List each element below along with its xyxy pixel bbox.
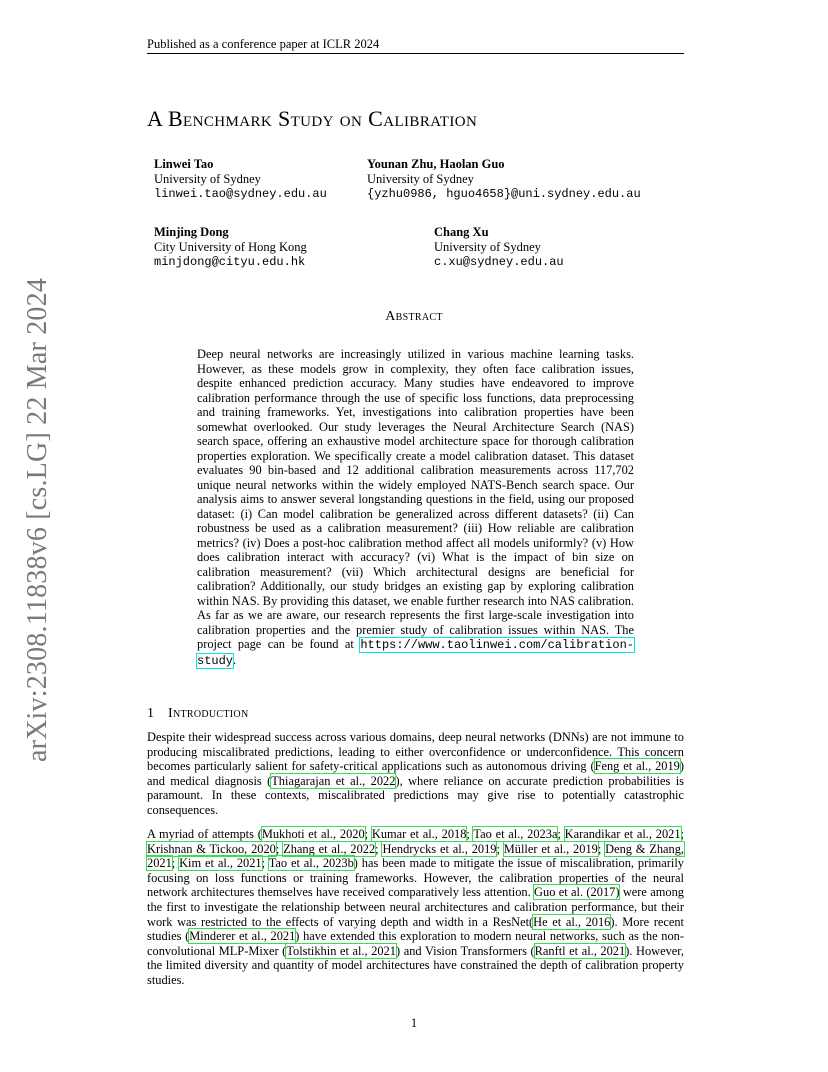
text-span: ;: [171, 856, 180, 871]
citation-link[interactable]: Thiagarajan et al., 2022: [271, 773, 396, 788]
abstract-end: .: [233, 652, 237, 667]
author-block-3: [154, 225, 307, 270]
text-span: ;: [375, 841, 383, 856]
author-block-1: [154, 157, 327, 202]
text-span: Despite their widespread success across various domains, deep neural networks (DNNs) are not immune to producing miscalibrated predictions, leading to either overconfidence or underconfidence. This concern becomes particularly salient for safety-critical applications such as autonomous driving (: [147, 730, 684, 774]
text-span: were among the first to investigate the relationship between neural architectures and calibration performance, but their work was restricted to the effects of varying depth and width in a ResNet(: [147, 885, 684, 929]
citation-link[interactable]: Mukhoti et al., 2020: [261, 827, 365, 841]
text-span: ;: [496, 841, 504, 856]
citation-link[interactable]: Hendrycks et al., 2019: [382, 841, 497, 856]
author-affiliation: University of Sydney: [154, 172, 261, 186]
section-title: Introduction: [168, 706, 249, 721]
citation-link[interactable]: Tao et al., 2023b: [268, 856, 354, 871]
citation-link[interactable]: Guo et al. (2017): [534, 885, 620, 900]
citation-link[interactable]: Tolstikhin et al., 2021: [286, 943, 396, 958]
citation-link[interactable]: Deng & Zhang, 2021: [147, 841, 685, 871]
author-affiliation: City University of Hong Kong: [154, 240, 307, 254]
text-span: ) have extended this exploration to modern neural networks, such as the non-convolutional MLP-Mixer (: [147, 929, 685, 958]
abstract-body: Deep neural networks are increasingly utilized in various machine learning tasks. However, as these models grow in complexity, they often face calibration issues, despite enhanced prediction accuracy. Many studies have endeavored to improve calibration performance through the use of specific loss functions, data preprocessing and training frameworks. Yet, investigations into calibration properties have been somewhat overlooked. Our study leverages the Neural Architecture Search (NAS) search space, offering an exhaustive model architecture space for thorough calibration properties exploration. We specifically create a model calibration dataset. This dataset evaluates 90 bin-based and 12 additional calibration measurements across 117,702 unique neural networks within the widely employed NATS-Bench search space. Our analysis aims to answer several longstanding questions in the field, using our proposed dataset: (i) Can model calibration be generalized across different datasets? (ii) Can robustness be used as a calibration measurement? (iii) How reliable are calibration metrics? (iv) Does a post-hoc calibration method affect all models uniformly? (v) How does calibration interact with accuracy? (vi) What is the impact of bin size on calibration measurement? (vii) Which architectural designs are beneficial for calibration? Additionally, our study bridges an existing gap by exploring calibration within NAS. By providing this dataset, we enable further research into NAS calibration. As far as we are aware, our research represents the first large-scale investigation into calibration properties and the premier study of calibration issues within NAS. The project page can be found at: [197, 347, 634, 651]
citation-link[interactable]: Karandikar et al., 2021: [564, 827, 681, 841]
text-span: ;: [261, 856, 269, 871]
author-email[interactable]: c.xu@sydney.edu.au: [434, 255, 564, 269]
text-span: ). However, the limited diversity and quantity of model architectures have constrained the depth of calibration property studies.: [147, 943, 685, 987]
section-number: 1: [147, 706, 154, 721]
citation-link[interactable]: Müller et al., 2019: [503, 841, 598, 856]
section-heading: [147, 706, 248, 722]
author-email[interactable]: linwei.tao@sydney.edu.au: [154, 187, 327, 201]
author-email[interactable]: {yzhu0986, hguo4658}@uni.sydney.edu.au: [367, 187, 641, 201]
text-span: ). More recent studies (: [147, 914, 684, 944]
text-span: ;: [466, 827, 474, 841]
text-span: ) and Vision Transformers (: [396, 943, 535, 958]
author-email[interactable]: minjdong@cityu.edu.hk: [154, 255, 306, 269]
citation-link[interactable]: He et al., 2016: [533, 914, 611, 929]
citation-link[interactable]: Feng et al., 2019: [594, 759, 680, 774]
citation-link[interactable]: Tao et al., 2023a: [473, 827, 558, 841]
citation-link[interactable]: Minderer et al., 2021: [189, 929, 296, 944]
citation-link[interactable]: Kim et al., 2021: [179, 856, 262, 871]
author-name: Chang Xu: [434, 225, 489, 239]
paper-title: A Benchmark Study on Calibration: [147, 106, 478, 131]
running-header: Published as a conference paper at ICLR 2024: [147, 37, 380, 51]
text-span: ;: [680, 827, 684, 841]
text-span: ;: [557, 827, 565, 841]
text-span: ) and medical diagnosis (: [147, 759, 685, 788]
author-name: Minjing Dong: [154, 225, 229, 239]
author-block-2: [367, 157, 641, 202]
citation-link[interactable]: Kumar et al., 2018: [371, 827, 467, 841]
author-name: Linwei Tao: [154, 157, 214, 171]
author-block-4: [434, 225, 564, 270]
text-span: ;: [275, 841, 284, 856]
intro-paragraph-1: [147, 730, 684, 818]
text-span: ) has been made to mitigate the issue of miscalibration, primarily focusing on loss functions or training frameworks. However, the calibration properties of the neural network architectures themselves have received comparatively less attention.: [147, 856, 684, 900]
text-span: ), where reliance on accurate prediction probabilities is paramount. In these contexts, miscalibrated predictions may give rise to potentially catastrophic consequences.: [147, 773, 684, 817]
author-affiliation: University of Sydney: [367, 172, 474, 186]
text-span: ;: [364, 827, 372, 841]
project-page-link[interactable]: https://www.taolinwei.com/calibration-study: [197, 638, 634, 668]
page-number: 1: [410, 1016, 418, 1030]
text-span: A myriad of attempts (: [147, 827, 262, 841]
citation-link[interactable]: Zhang et al., 2022: [283, 841, 376, 856]
author-affiliation: University of Sydney: [434, 240, 541, 254]
citation-link[interactable]: Ranftl et al., 2021: [534, 943, 626, 958]
arxiv-stamp[interactable]: arXiv:2308.11838v6 [cs.LG] 22 Mar 2024: [22, 277, 53, 763]
abstract-heading: Abstract: [385, 309, 443, 324]
citation-link[interactable]: Krishnan & Tickoo, 2020: [147, 841, 276, 856]
author-name: Younan Zhu, Haolan Guo: [367, 157, 505, 171]
header-rule: [147, 53, 684, 54]
abstract-text: [197, 347, 634, 668]
intro-paragraph-2: [147, 827, 684, 988]
text-span: ;: [597, 841, 606, 856]
